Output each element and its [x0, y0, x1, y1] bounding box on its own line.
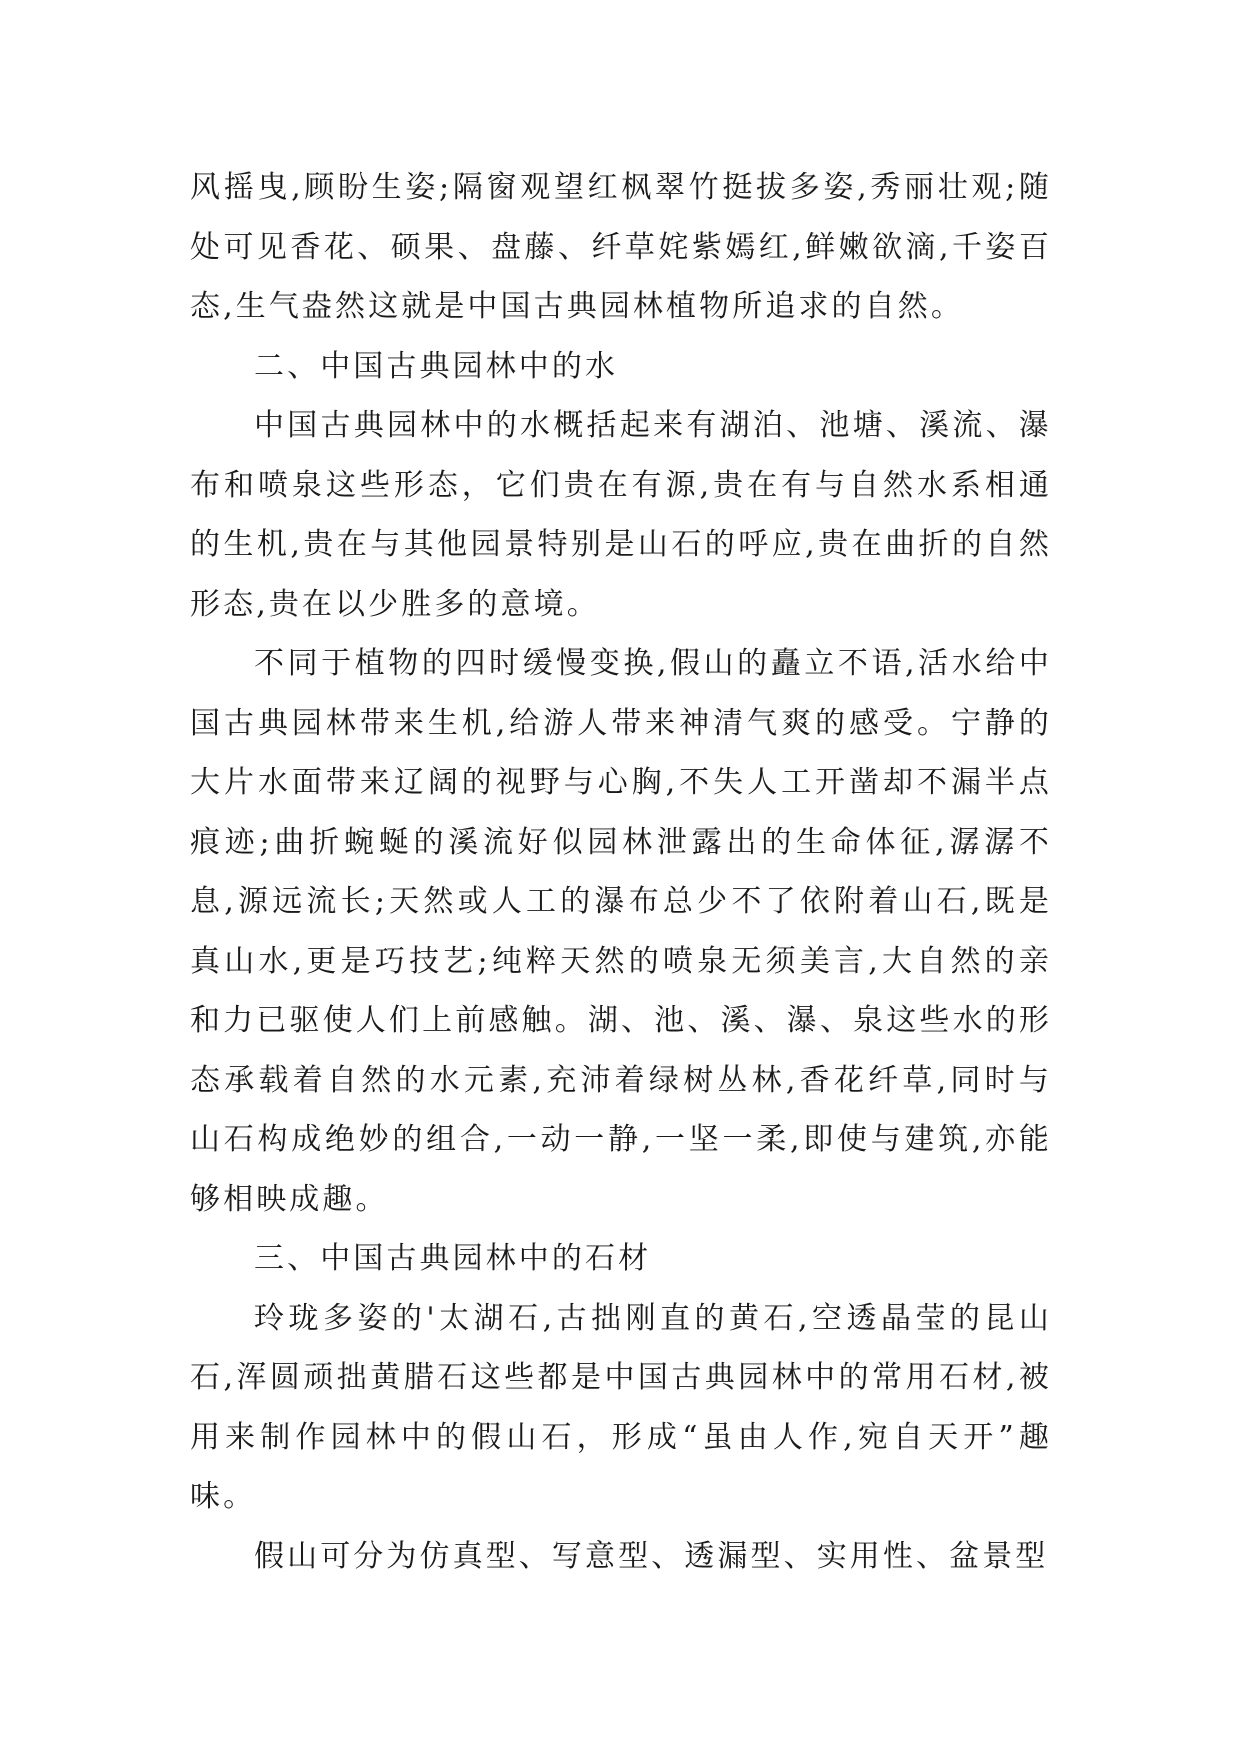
paragraph-water-forms: 中国古典园林中的水概括起来有湖泊、池塘、溪流、瀑布和喷泉这些形态，它们贵在有源,贵在有与自然水系相通的生机,贵在与其他园景特别是山石的呼应,贵在曲折的自然形态,贵在以少胜多的意境。	[190, 408, 1052, 622]
paragraph-plants-ending: 风摇曳,顾盼生姿;隔窗观望红枫翠竹挺拔多姿,秀丽壮观;随处可见香花、硕果、盘藤、纤草姹紫嫣红,鲜嫩欲滴,千姿百态,生气盎然这就是中国古典园林植物所追求的自然。	[190, 170, 1052, 324]
section-heading-stone: 三、中国古典园林中的石材	[254, 1241, 652, 1276]
paragraph-stone-types: 玲珑多姿的'太湖石,古拙刚直的黄石,空透晶莹的昆山石,浑圆顽拙黄腊石这些都是中国古典园林中的常用石材,被用来制作园林中的假山石，形成“虽由人作,宛自天开”趣味。	[190, 1300, 1052, 1514]
paragraph-water-effects: 不同于植物的四时缓慢变换,假山的矗立不语,活水给中国古典园林带来生机,给游人带来神清气爽的感受。宁静的大片水面带来辽阔的视野与心胸,不失人工开凿却不漏半点痕迹;曲折蜿蜒的溪流好似园林泄露出的生命体征,潺潺不息,源远流长;天然或人工的瀑布总少不了依附着山石,既是真山水,更是巧技艺;纯粹天然的喷泉无须美言,大自然的亲和力已驱使人们上前感触。湖、池、溪、瀑、泉这些水的形态承载着自然的水元素,充沛着绿树丛林,香花纤草,同时与山石构成绝妙的组合,一动一静,一坚一柔,即使与建筑,亦能够相映成趣。	[190, 646, 1052, 1217]
document-page	[190, 158, 1052, 1586]
paragraph-rockery-types: 假山可分为仿真型、写意型、透漏型、实用性、盆景型	[254, 1538, 1049, 1574]
section-heading-water: 二、中国古典园林中的水	[254, 348, 619, 384]
